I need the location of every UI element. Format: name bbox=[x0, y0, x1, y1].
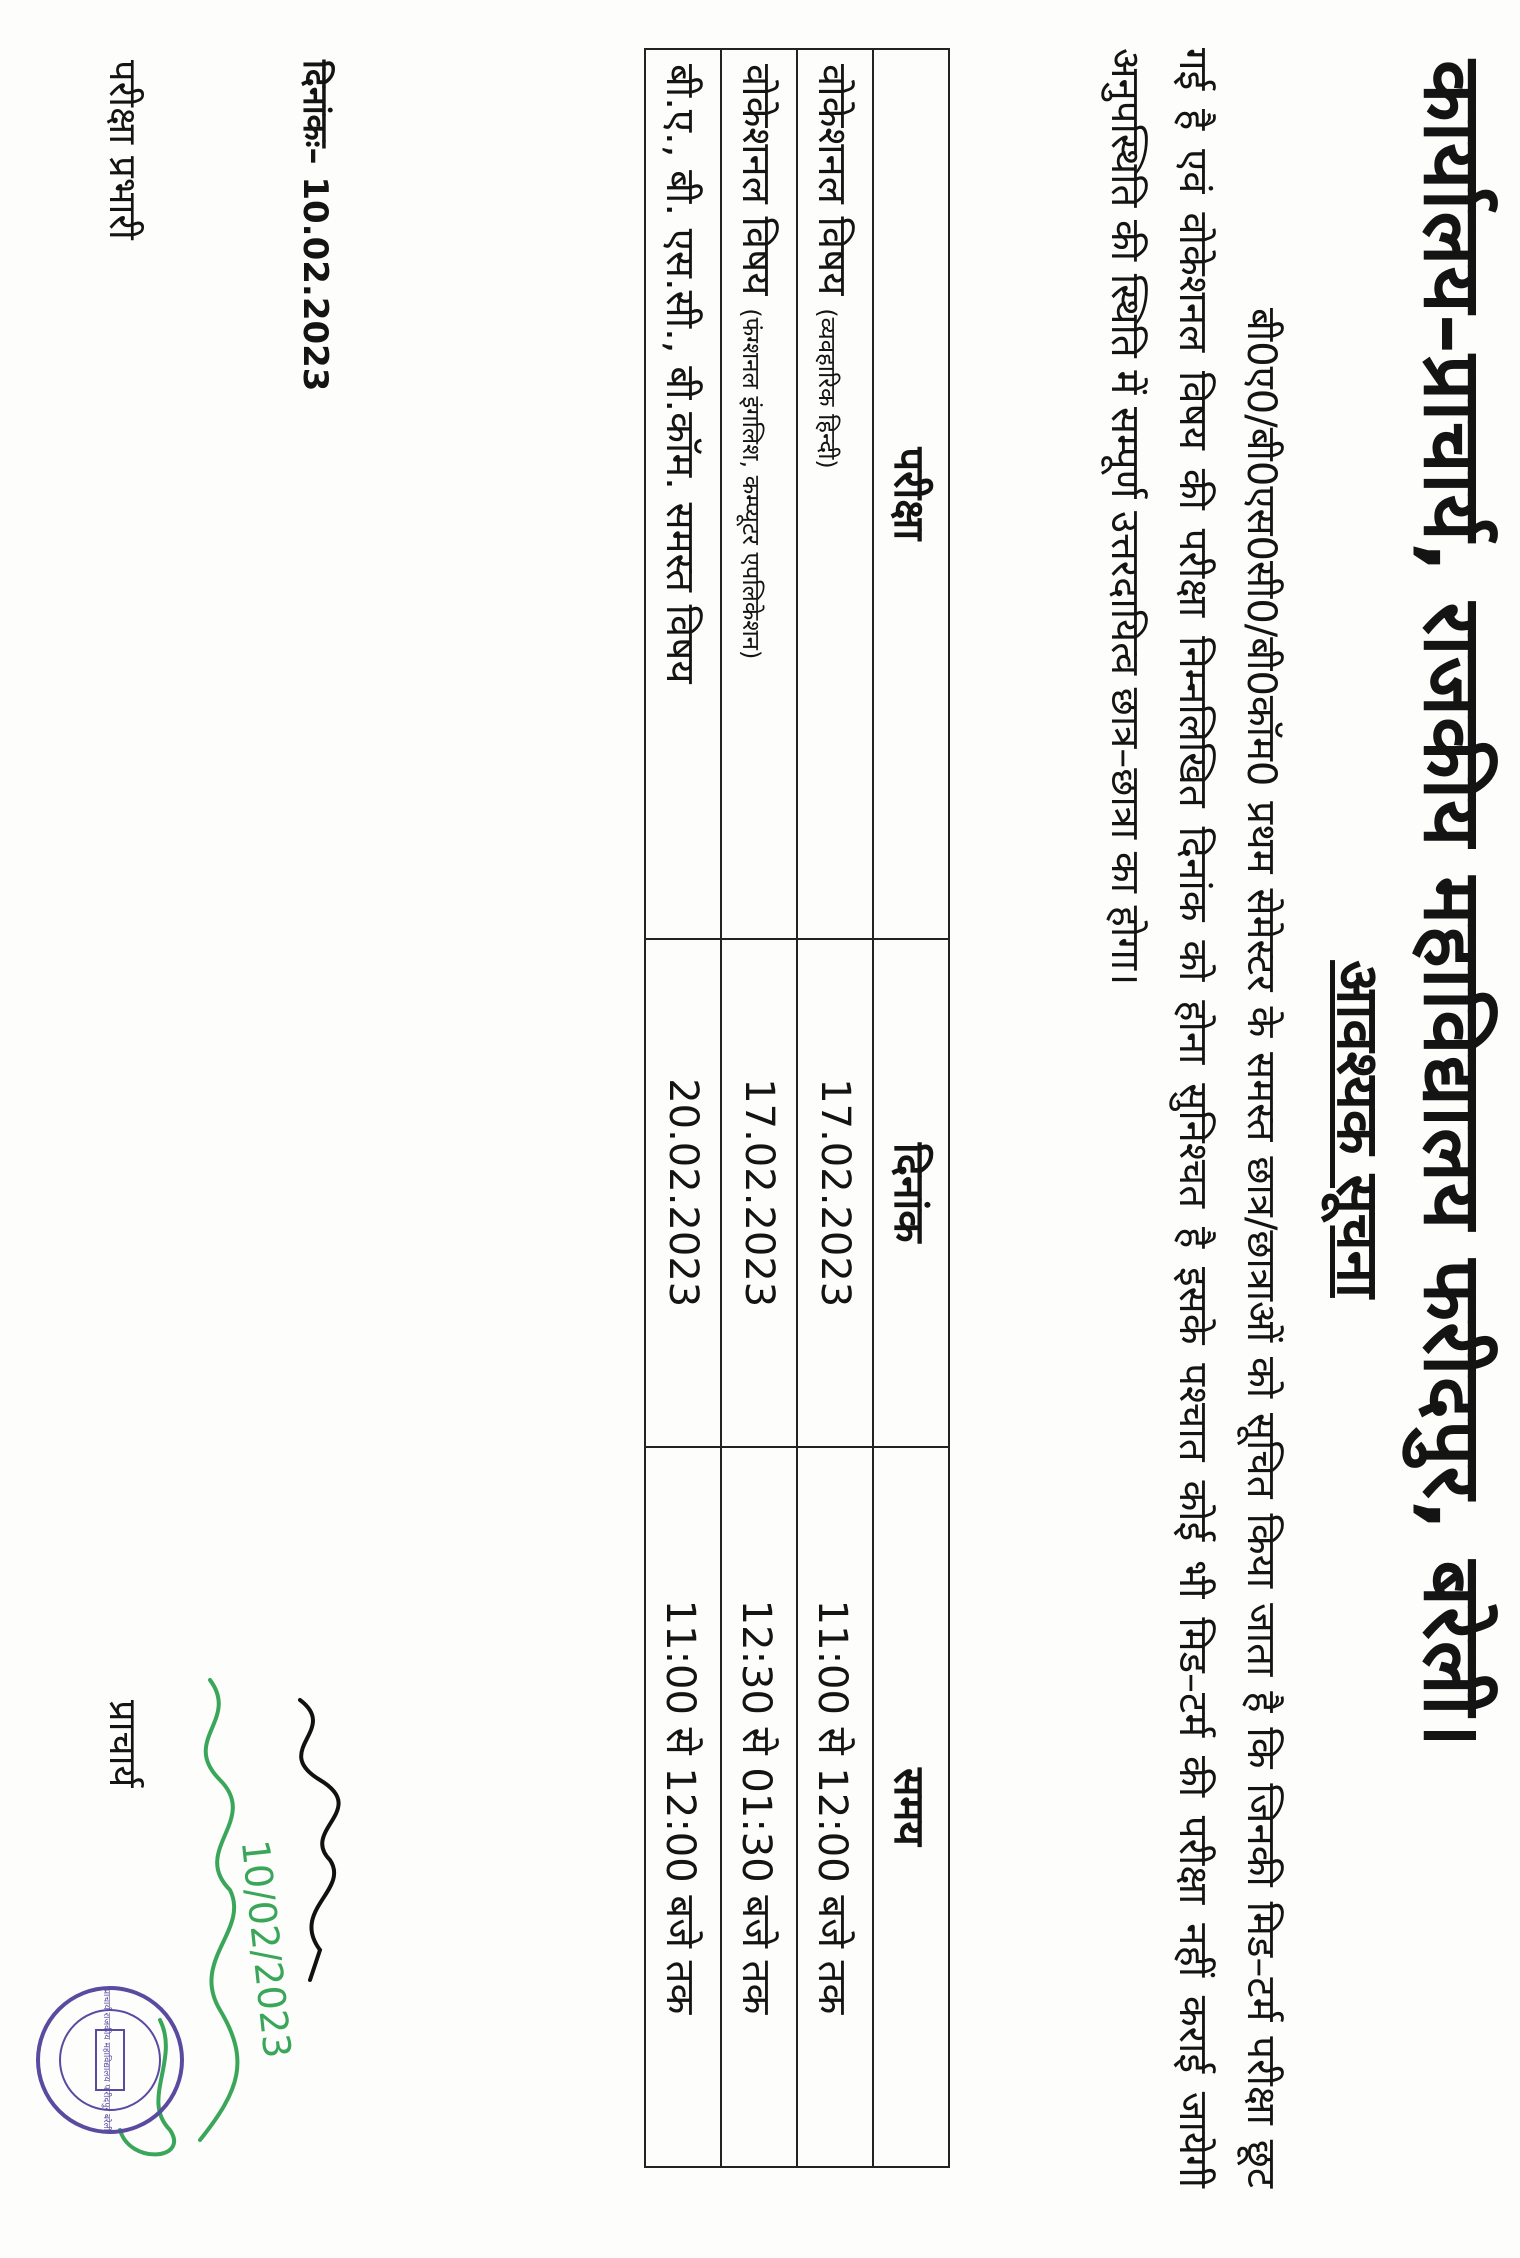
time-cell: 11:00 से 12:00 बजे तक bbox=[645, 1447, 721, 2167]
table-row bbox=[721, 49, 797, 2167]
black-signature-stroke bbox=[300, 1700, 339, 1980]
signature-date: 10/02/2023 bbox=[232, 1837, 300, 2061]
exam-cell bbox=[645, 49, 721, 939]
stamp-text: प्राचार्य राजकीय महाविद्यालय फरीदपुर बरेली bbox=[101, 1988, 111, 2132]
header-date: दिनांक bbox=[873, 939, 949, 1447]
time-cell: 12:30 से 01:30 बजे तक bbox=[721, 1447, 797, 2167]
header-time: समय bbox=[873, 1447, 949, 2167]
table-header-row bbox=[873, 49, 949, 2167]
notice-heading: आवश्यक सूचना bbox=[1324, 960, 1392, 1298]
date-cell: 20.02.2023 bbox=[645, 939, 721, 1447]
principal-label: प्राचार्य bbox=[101, 1700, 145, 1788]
notice-paragraph: बी0ए0/बी0एस0सी0/बी0कॉम0 प्रथम सेमेस्टर के समस्त छात्र/छात्राओं को सूचित किया जाता है कि जिनकी मिड–टर्म परीक्षा छूट गई है एवं वोकेशनल विषय की परीक्षा निम्नलिखित दिनांक को होना सुनिश्चत है इसके पश्चात कोई भी मिड–टर्म की परीक्षा नहीं कराई जायेगी अनुपस्थिति की स्थिति में सम्पूर्ण उत्तरदायित्व छात्र–छात्रा का होगा। bbox=[1102, 48, 1284, 2188]
date-cell: 17.02.2023 bbox=[797, 939, 873, 1447]
exam-schedule-table bbox=[644, 48, 950, 2168]
exam-name: बी.ए., बी. एस.सी., बी.कॉम. समस्त विषय bbox=[657, 64, 704, 684]
table-row bbox=[797, 49, 873, 2167]
exam-cell bbox=[797, 49, 873, 939]
college-stamp bbox=[30, 1980, 190, 2140]
exam-note: (व्यवहारिक हिन्दी) bbox=[813, 308, 842, 469]
exam-note: (फंग्शनल इंगलिश, कम्प्यूटर एपलिकेशन) bbox=[737, 308, 766, 660]
time-cell: 11:00 से 12:00 बजे तक bbox=[797, 1447, 873, 2167]
exam-name: वोकेशनल विषय bbox=[809, 64, 856, 296]
exam-name: वोकेशनल विषय bbox=[733, 64, 780, 296]
issue-date: दिनांकः– 10.02.2023 bbox=[295, 60, 335, 392]
table-row bbox=[645, 49, 721, 2167]
office-title: कार्यालय–प्राचार्य, राजकीय महाविद्यालय फरीदपुर, बरेली। bbox=[1406, 60, 1499, 1749]
green-signature-stroke bbox=[200, 1680, 237, 2140]
exam-cell bbox=[721, 49, 797, 939]
date-cell: 17.02.2023 bbox=[721, 939, 797, 1447]
header-exam: परीक्षा bbox=[873, 49, 949, 939]
exam-in-charge-label: परीक्षा प्रभारी bbox=[101, 60, 145, 240]
